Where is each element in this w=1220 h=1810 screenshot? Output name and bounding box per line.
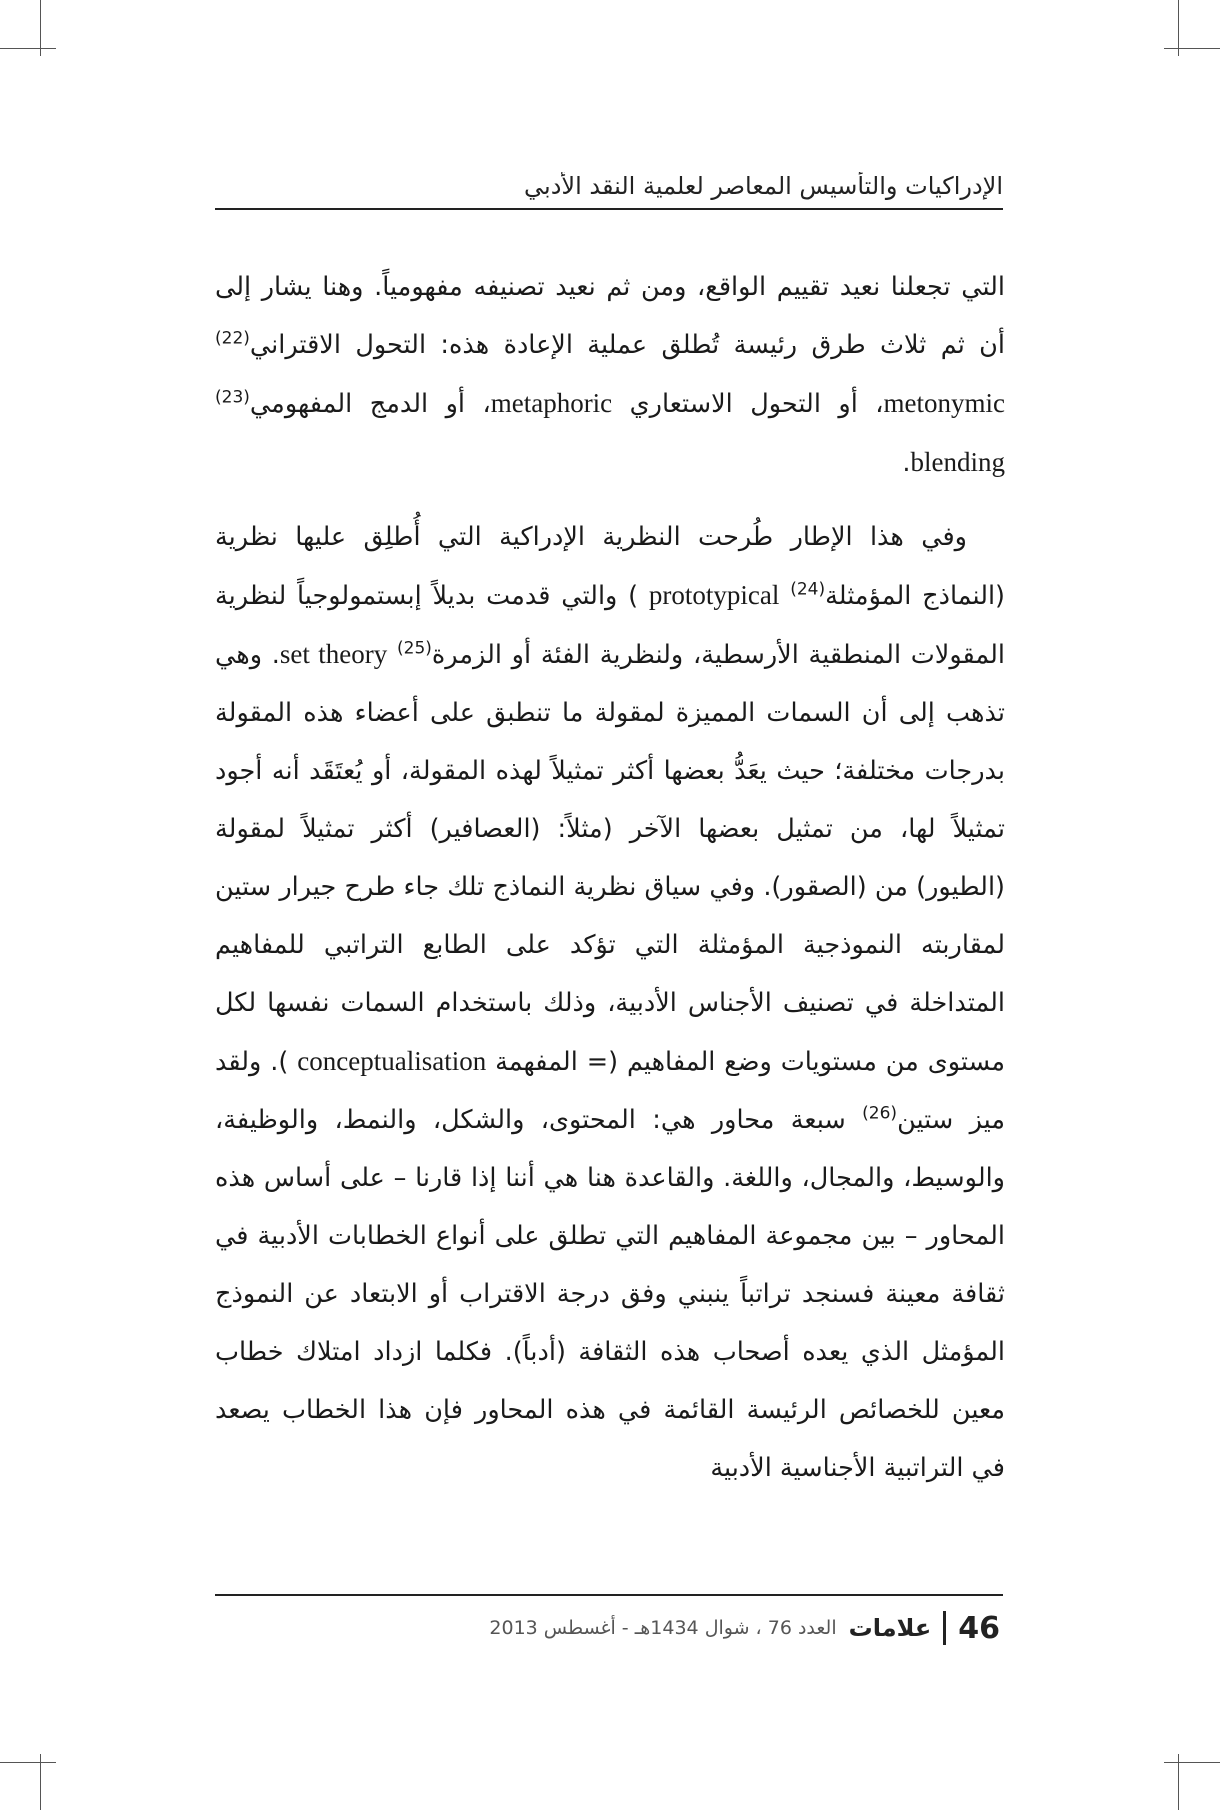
paragraph: [215, 508, 1005, 1497]
text-run: . وهي تذهب إلى أن السمات المميزة لمقولة ما تنطبق على أعضاء هذه المقولة بدرجات مختلفة؛ حيث يعَدُّ بعضها أكثر تمثيلاً لهذه المقولة، أو يُعتَقَد أنه أجود تمثيلاً لها، من تمثيل بعضها الآخر (مثلاً: (العصافير) أكثر تمثيلاً لمقولة (الطيور) من (الصقور). وفي سياق نظرية النماذج تلك جاء طرح جيرار ستين لمقاربته النموذجية المؤمثلة التي تؤكد على الطابع التراتبي للمفاهيم المتداخلة في تصنيف الأجناس الأدبية، وذلك باستخدام السمات نفسها لكل مستوى من مستويات وضع المفاهيم (= المفهمة: [215, 640, 1005, 1077]
text-run: ). ولقد ميز ستين: [215, 1047, 1006, 1135]
text-run: وفي هذا الإطار طُرحت النظرية الإدراكية التي أُطلِق عليها نظرية (النماذج المؤمثلة: [215, 522, 1005, 611]
running-header: الإدراكيات والتأسيس المعاصر لعلمية النقد الأدبي: [215, 172, 1003, 210]
footnote-ref: (22): [215, 328, 250, 349]
crop-mark: [1164, 48, 1220, 49]
footer-divider: [943, 1611, 946, 1645]
crop-mark: [0, 1762, 56, 1763]
crop-mark: [0, 48, 56, 49]
text-run: سبعة محاور هي: المحتوى، والشكل، والنمط، والوظيفة، والوسيط، والمجال، واللغة. والقاعدة هنا هي أننا إذا قارنا – على أساس هذه المحاور – بين مجموعة المفاهيم التي تطلق على أنواع الخطابات الأدبية في ثقافة معينة فسنجد تراتباً ينبني وفق درجة الاقتراب أو الابتعاد عن النموذج المؤمثل الذي يعده أصحاب هذه الثقافة (أدباً). فكلما ازداد امتلاك خطاب معين للخصائص الرئيسة القائمة في هذه المحاور فإن هذا الخطاب يصعد في التراتبية الأجناسية الأدبية: [215, 1105, 1005, 1483]
article-body: [215, 258, 1005, 1497]
paragraph: [215, 258, 1005, 492]
footnote-ref: (23): [215, 387, 250, 408]
latin-term: metaphoric: [490, 388, 613, 418]
crop-mark: [1164, 1762, 1220, 1763]
footnote-ref: (24): [790, 579, 826, 600]
latin-term: metonymic: [883, 388, 1005, 418]
text-run: التي تجعلنا نعيد تقييم الواقع، ومن ثم نعيد تصنيفه مفهومياً. وهنا يشار إلى أن ثم ثلاث طرق رئيسة تُطلق عملية الإعادة هذه: التحول الاقتراني: [215, 272, 1005, 360]
footer-rule: [215, 1594, 1003, 1596]
latin-term: blending: [910, 447, 1005, 477]
latin-term: set theory: [279, 639, 388, 669]
issue-info: العدد 76 ، شوال 1434هـ - أغسطس 2013: [489, 1617, 837, 1639]
text-run: ) والتي قدمت بديلاً إبستمولوجياً لنظرية المقولات المنطقية الأرسطية، ولنظرية الفئة أو الزمرة: [215, 581, 1005, 670]
text-run: ، أو الدمج المفهومي: [249, 389, 491, 419]
text-run: ، أو التحول الاستعاري: [629, 389, 884, 419]
latin-term: conceptualisation: [297, 1046, 487, 1076]
journal-logo: علامات: [848, 1614, 932, 1642]
page-footer: [380, 1606, 1000, 1650]
text-run: .: [902, 448, 911, 478]
page-number: 46: [958, 1610, 1000, 1646]
footnote-ref: (25): [397, 638, 432, 659]
footnote-ref: (26): [862, 1103, 898, 1124]
latin-term: prototypical: [648, 580, 780, 610]
